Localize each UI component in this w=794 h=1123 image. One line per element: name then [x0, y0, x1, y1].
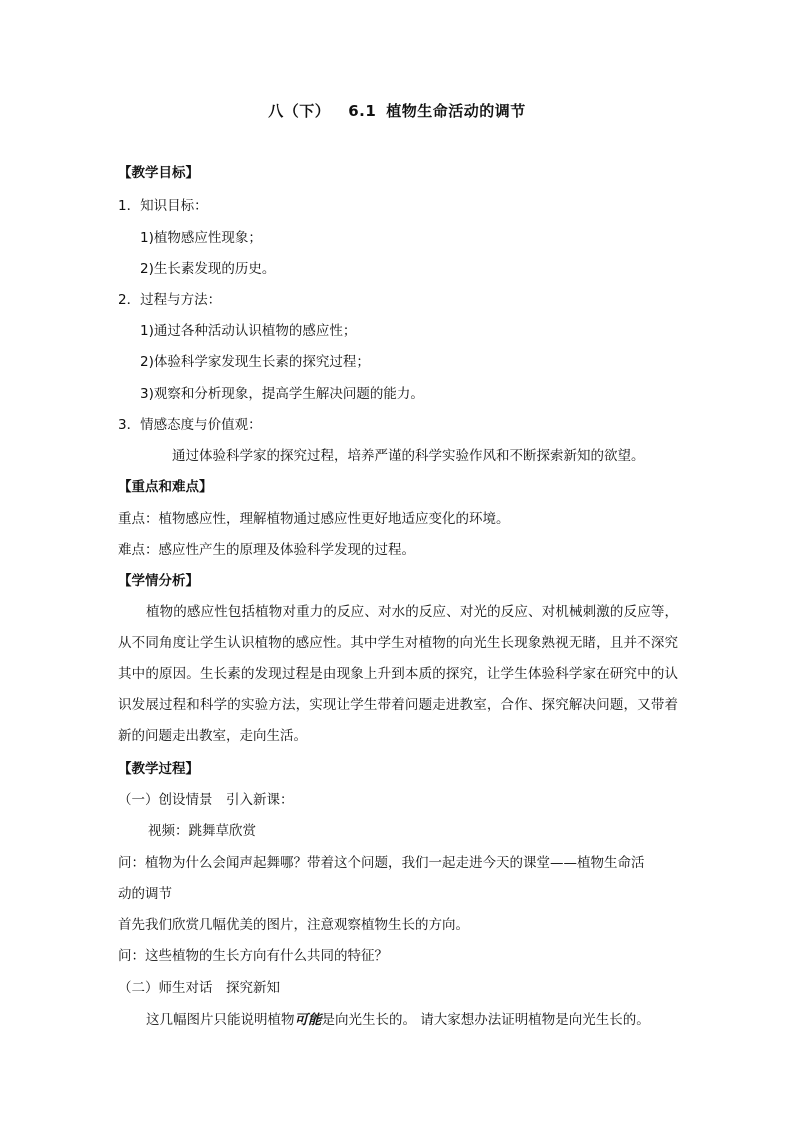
question-one-line-2: 动的调节: [118, 886, 172, 902]
goal-knowledge-item-1: 1)植物感应性现象；: [140, 230, 262, 246]
question-two: 问：这些植物的生长方向有什么共同的特征？: [118, 948, 388, 964]
goal-process-item-3: 3)观察和分析现象，提高学生解决问题的能力。: [140, 386, 424, 402]
closing-line: [146, 1010, 706, 1030]
title-section-number: 6.1: [348, 102, 377, 120]
goal-knowledge-item-2: 2)生长素发现的历史。: [140, 261, 276, 277]
analysis-paragraph: 植物的感应性包括植物对重力的反应、对水的反应、对光的反应、对机械刺激的反应等，从不同角度让学生认识植物的感应性。其中学生对植物的向光生长现象熟视无睹，且并不深究其中的原因。生长素的发现过程是由现象上升到本质的探究，让学生体验科学家在研究中的认识发展过程和科学的实验方法，实现让学生带着问题走进教室，合作、探究解决问题，又带着新的问题走出教室，走向生活。: [118, 604, 678, 744]
goal-process-item-1: 1)通过各种活动认识植物的感应性；: [140, 323, 357, 339]
goal-attitude: 3．情感态度与价值观：: [118, 417, 262, 433]
goal-knowledge: 1．知识目标：: [118, 198, 208, 214]
goal-process: 2．过程与方法：: [118, 292, 222, 308]
closing-line-part-1: 这几幅图片只能说明植物: [146, 1012, 295, 1028]
question-one-line-1: 问：植物为什么会闻声起舞哪？带着这个问题，我们一起走进今天的课堂——植物生命活: [118, 855, 645, 871]
step-one-heading: （一）创设情景 引入新课：: [118, 792, 294, 808]
process-heading: 【教学过程】: [118, 761, 199, 777]
key-points-heading: 【重点和难点】: [118, 479, 213, 495]
goals-heading: 【教学目标】: [118, 165, 199, 181]
analysis-heading: 【学情分析】: [118, 573, 199, 589]
video-line: 视频：跳舞草欣赏: [148, 823, 256, 839]
difficult-point: 难点：感应性产生的原理及体验科学发现的过程。: [118, 542, 415, 558]
page-title: [0, 100, 794, 121]
title-topic: 植物生命活动的调节: [386, 102, 526, 120]
title-grade: 八（下）: [268, 102, 331, 120]
goal-attitude-item: 通过体验科学家的探究过程，培养严谨的科学实验作风和不断探索新知的欲望。: [172, 448, 645, 464]
key-point: 重点：植物感应性，理解植物通过感应性更好地适应变化的环境。: [118, 511, 510, 527]
step-two-heading: （二）师生对话 探究新知: [118, 980, 280, 996]
closing-line-part-2: 是向光生长的。 请大家想办法证明植物是向光生长的。: [321, 1012, 650, 1028]
emphasis-possible: 可能: [294, 1012, 322, 1028]
appreciate-line: 首先我们欣赏几幅优美的图片，注意观察植物生长的方向。: [118, 917, 469, 933]
goal-process-item-2: 2)体验科学家发现生长素的探究过程；: [140, 354, 370, 370]
